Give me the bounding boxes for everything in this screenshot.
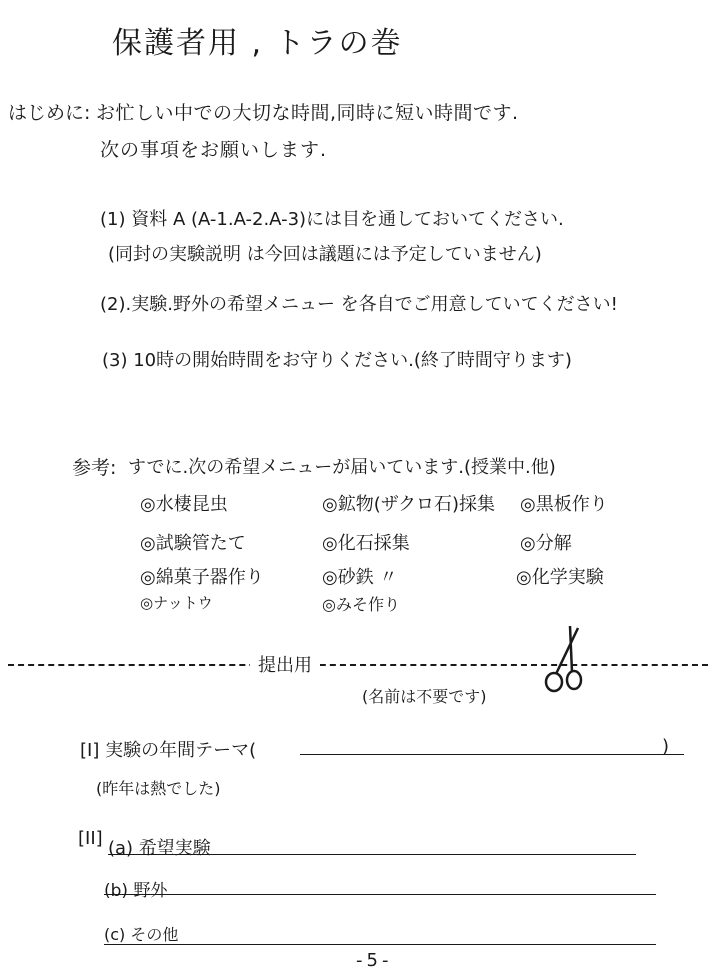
menu-item: ◎みそ作り bbox=[322, 595, 400, 614]
menu-item: ◎試験管たて bbox=[140, 533, 246, 554]
request-1: (1) 資料 A (A-1.A-2.A-3)には目を通しておいてください. bbox=[100, 209, 564, 230]
menu-item: ◎ナットウ bbox=[140, 594, 213, 612]
submission-note: (名前は不要です) bbox=[362, 687, 487, 706]
menu-item: ◎水棲昆虫 bbox=[140, 494, 228, 515]
q1-note: (昨年は熱でした) bbox=[96, 779, 221, 798]
menu-item: ◎化学実験 bbox=[516, 567, 604, 588]
menu-item: ◎化石採集 bbox=[322, 533, 410, 554]
menu-item: ◎砂鉄 〃 bbox=[322, 567, 398, 588]
q1-answer-line[interactable] bbox=[300, 754, 684, 755]
menu-item: ◎綿菓子器作り bbox=[140, 567, 264, 588]
request-3: (3) 10時の開始時間をお守りください.(終了時間守ります) bbox=[102, 350, 572, 371]
request-2: (2).実験.野外の希望メニュー を各自でご用意していてください! bbox=[100, 294, 618, 315]
menu-item: ◎鉱物(ザクロ石)採集 bbox=[322, 494, 496, 515]
intro-label: はじめに: bbox=[8, 102, 91, 124]
menu-item: ◎分解 bbox=[520, 533, 572, 554]
request-1-note: (同封の実験説明 は今回は議題には予定していません) bbox=[108, 244, 542, 265]
q2-c-answer-line[interactable] bbox=[104, 944, 656, 945]
cut-line bbox=[8, 664, 708, 666]
q2-c-label: (c) その他 bbox=[104, 925, 179, 944]
q2-b-answer-line[interactable] bbox=[104, 894, 656, 895]
page-title: 保護者用 , トラの巻 bbox=[112, 26, 403, 61]
q2-label: [II] bbox=[78, 828, 103, 849]
q2-a-answer-line[interactable] bbox=[108, 854, 636, 855]
reference-text: すでに.次の希望メニューが届いています.(授業中.他) bbox=[128, 457, 556, 478]
scissors-icon bbox=[542, 624, 598, 698]
q2-b-label: (b) 野外 bbox=[104, 881, 168, 901]
page-number: -5- bbox=[356, 950, 393, 971]
intro-line-1: お忙しい中での大切な時間,同時に短い時間です. bbox=[96, 102, 519, 124]
menu-item: ◎黒板作り bbox=[520, 494, 608, 515]
q1-close: ) bbox=[662, 736, 670, 757]
q2-a-label: (a) 希望実験 bbox=[108, 838, 211, 859]
intro-line-2: 次の事項をお願いします. bbox=[100, 139, 328, 161]
reference-label: 参考: bbox=[72, 457, 117, 479]
q1-label: [I] 実験の年間テーマ( bbox=[80, 740, 257, 761]
submission-label: 提出用 bbox=[250, 651, 320, 677]
